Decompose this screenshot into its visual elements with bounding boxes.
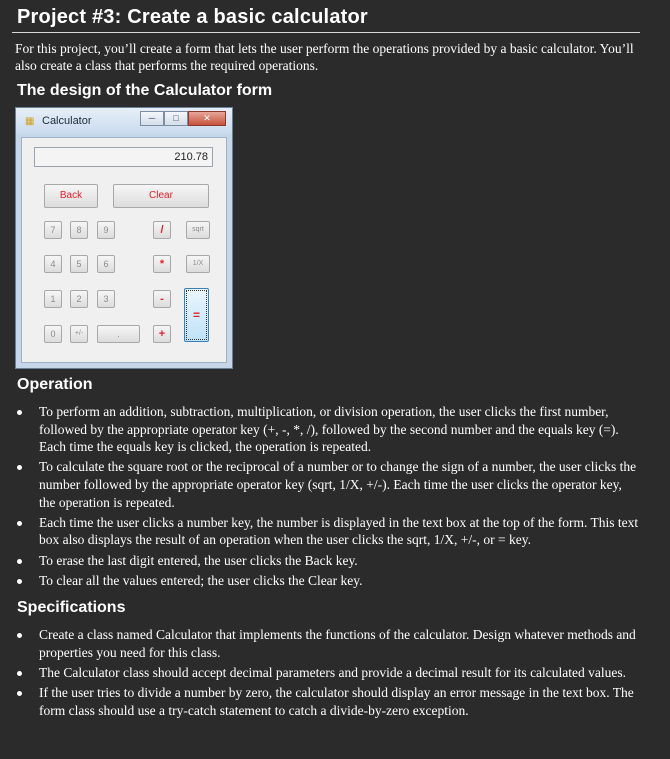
add-button[interactable]: + bbox=[153, 325, 171, 343]
key-8[interactable]: 8 bbox=[70, 221, 88, 239]
title-divider bbox=[12, 32, 640, 33]
calculator-client-area bbox=[21, 137, 227, 363]
reciprocal-button[interactable]: 1/X bbox=[186, 255, 210, 273]
equals-button[interactable]: = bbox=[184, 288, 209, 342]
list-item: Each time the user clicks a number key, the number is displayed in the text box at the top of the form. This text box also displays the result of an operation when the user clicks the sqrt, 1/X, +/-, or = key. bbox=[0, 514, 640, 549]
key-4[interactable]: 4 bbox=[44, 255, 62, 273]
calculator-display[interactable]: 210.78 bbox=[34, 147, 213, 167]
list-item: To erase the last digit entered, the user clicks the Back key. bbox=[0, 552, 640, 570]
key-6[interactable]: 6 bbox=[97, 255, 115, 273]
minimize-icon[interactable]: ─ bbox=[140, 111, 164, 126]
specifications-heading: Specifications bbox=[17, 599, 126, 616]
list-item: To perform an addition, subtraction, multiplication, or division operation, the user clicks the first number, followed by the appropriate operator key (+, -, *, /), followed by the second number and the equals key (=). Each time the equals key is clicked, the operation is repeated. bbox=[0, 403, 640, 456]
sqrt-button[interactable]: sqrt bbox=[186, 221, 210, 239]
page-title: Project #3: Create a basic calculator bbox=[17, 6, 368, 28]
key-0[interactable]: 0 bbox=[44, 325, 62, 343]
list-item: To calculate the square root or the reciprocal of a number or to change the sign of a number, the user clicks the number followed by the appropriate operator key (sqrt, 1/X, +/-). Each time the user clicks the operator key, the operation is repeated. bbox=[0, 458, 640, 511]
key-3[interactable]: 3 bbox=[97, 290, 115, 308]
list-item: Create a class named Calculator that implements the functions of the calculator. Design whatever methods and properties you need for this class. bbox=[0, 626, 640, 661]
key-2[interactable]: 2 bbox=[70, 290, 88, 308]
design-heading: The design of the Calculator form bbox=[17, 82, 273, 99]
subtract-button[interactable]: - bbox=[153, 290, 171, 308]
operation-list bbox=[0, 403, 640, 592]
list-item: If the user tries to divide a number by zero, the calculator should display an error message in the text box. The form class should use a try-catch statement to catch a divide-by-zero exception. bbox=[0, 684, 640, 719]
negate-button[interactable]: +/- bbox=[70, 325, 88, 343]
key-1[interactable]: 1 bbox=[44, 290, 62, 308]
close-icon[interactable]: ✕ bbox=[188, 111, 226, 126]
clear-button[interactable]: Clear bbox=[113, 184, 209, 208]
multiply-button[interactable]: * bbox=[153, 255, 171, 273]
maximize-icon[interactable]: □ bbox=[164, 111, 188, 126]
decimal-button[interactable]: . bbox=[97, 325, 140, 343]
list-item: To clear all the values entered; the user clicks the Clear key. bbox=[0, 572, 640, 590]
key-5[interactable]: 5 bbox=[70, 255, 88, 273]
intro-paragraph: For this project, you’ll create a form that lets the user perform the operations provided by a basic calculator. You’ll also create a class that performs the required operations. bbox=[15, 41, 634, 73]
key-9[interactable]: 9 bbox=[97, 221, 115, 239]
calculator-titlebar bbox=[16, 108, 232, 134]
specifications-list bbox=[0, 626, 640, 722]
list-item: The Calculator class should accept decimal parameters and provide a decimal result for its calculated values. bbox=[0, 664, 640, 682]
calculator-window bbox=[15, 107, 233, 369]
back-button[interactable]: Back bbox=[44, 184, 98, 208]
app-icon: ▦ bbox=[25, 116, 35, 127]
key-7[interactable]: 7 bbox=[44, 221, 62, 239]
calculator-title: Calculator bbox=[42, 115, 92, 127]
divide-button[interactable]: / bbox=[153, 221, 171, 239]
operation-heading: Operation bbox=[17, 376, 93, 393]
